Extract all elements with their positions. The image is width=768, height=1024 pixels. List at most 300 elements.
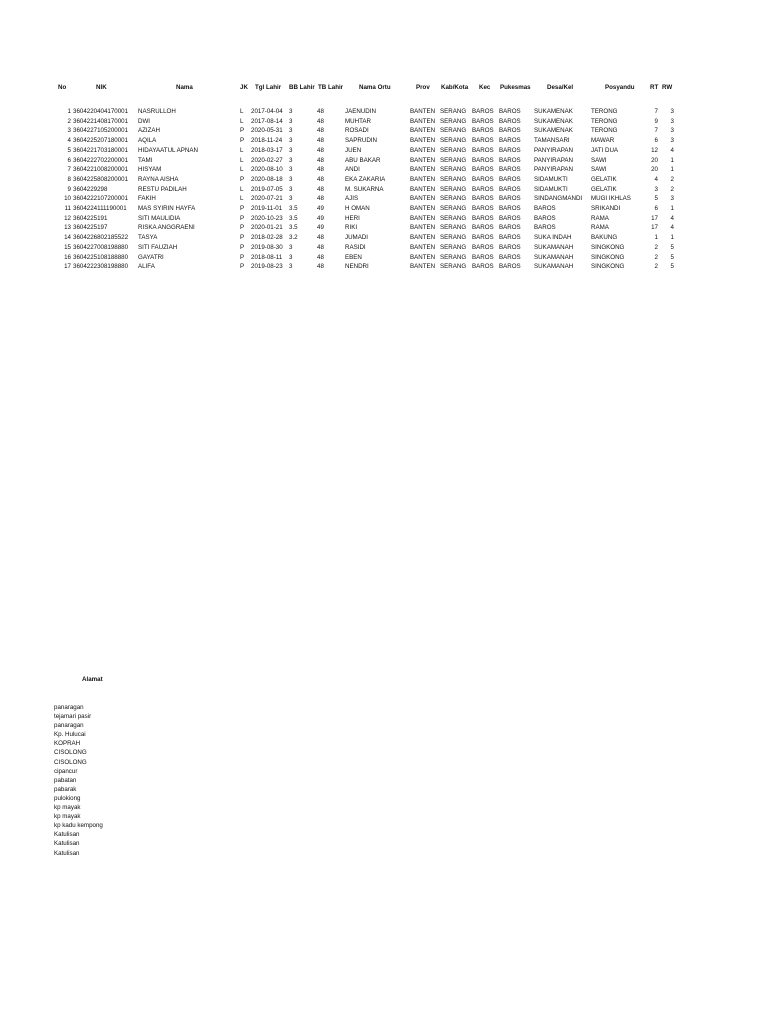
cell-ortu: H OMAN (345, 205, 370, 212)
cell-puk: BAROS (499, 253, 521, 261)
cell-prov: BANTEN (410, 224, 436, 232)
cell-bb: 3 (289, 156, 293, 164)
cell-tgl: 2020-07-21 (251, 195, 283, 203)
cell-pos: SAWI (591, 156, 607, 164)
cell-tb: 49 (317, 205, 324, 212)
cell-prov: BANTEN (410, 137, 436, 145)
cell-prov: BANTEN (410, 166, 436, 174)
cell-bb: 3 (289, 166, 293, 174)
cell-kec: BAROS (472, 243, 494, 251)
cell-bb: 3.5 (289, 214, 298, 222)
cell-kab: SERANG (440, 127, 467, 135)
cell-rw: 4 (670, 214, 674, 222)
cell-no: 3 (67, 127, 71, 135)
cell-no: 5 (67, 146, 71, 154)
alamat-item: kp mayak (54, 813, 81, 821)
cell-nama: MAS SYIRIN HAYFA (138, 205, 196, 212)
cell-bb: 3 (289, 185, 293, 193)
alamat-column-header: Alamat (82, 676, 103, 683)
column-header-kec: Kec (479, 84, 491, 91)
cell-puk: BAROS (499, 108, 521, 115)
cell-ortu: ANDI (345, 166, 360, 174)
cell-nik: 3604225197 (73, 224, 108, 232)
cell-prov: BANTEN (410, 175, 436, 183)
cell-tb: 48 (317, 175, 324, 183)
cell-nik: 3604229298 (73, 185, 108, 193)
cell-pos: BAKUNG (591, 234, 618, 242)
column-header-tb-lahir: TB Lahir (318, 84, 344, 91)
cell-no: 12 (64, 214, 71, 222)
cell-kab: SERANG (440, 224, 467, 232)
cell-desa: TAMANSARI (534, 137, 570, 145)
cell-rt: 17 (651, 214, 658, 222)
cell-bb: 3 (289, 175, 293, 183)
cell-no: 7 (67, 166, 71, 174)
cell-tb: 48 (317, 117, 324, 125)
cell-tgl: 2020-08-18 (251, 175, 283, 183)
cell-desa: SUKAMANAH (534, 243, 574, 251)
cell-nama: AQILA (138, 137, 157, 145)
cell-pos: MAWAR (591, 137, 615, 145)
cell-desa: SUKAMENAK (534, 117, 573, 125)
cell-tgl: 2020-01-21 (251, 224, 283, 232)
cell-prov: BANTEN (410, 263, 436, 271)
cell-prov: BANTEN (410, 185, 436, 193)
cell-rw: 3 (670, 195, 674, 203)
cell-ortu: EBEN (345, 253, 362, 261)
cell-puk: BAROS (499, 195, 521, 203)
cell-prov: BANTEN (410, 156, 436, 164)
alamat-item: panaragan (54, 722, 84, 730)
cell-nik: 3604225191 (73, 214, 108, 222)
cell-tb: 48 (317, 166, 324, 174)
alamat-item: Katulisan (54, 849, 80, 857)
cell-kec: BAROS (472, 146, 494, 154)
cell-tb: 48 (317, 185, 324, 193)
cell-nama: FAKIH (138, 195, 156, 203)
alamat-item: kp mayak (54, 804, 81, 812)
cell-rw: 3 (670, 117, 674, 125)
cell-kab: SERANG (440, 243, 467, 251)
cell-kab: SERANG (440, 234, 467, 242)
cell-nik: 3604225108188880 (73, 253, 129, 261)
cell-nik: 3604220404170001 (73, 108, 129, 115)
cell-kec: BAROS (472, 234, 494, 242)
cell-rw: 1 (670, 166, 674, 174)
cell-nama: TAMI (138, 156, 153, 164)
cell-tgl: 2018-02-28 (251, 234, 283, 242)
column-header-nama: Nama (176, 84, 193, 91)
cell-jk: P (240, 137, 245, 145)
cell-kec: BAROS (472, 185, 494, 193)
cell-prov: BANTEN (410, 205, 436, 212)
cell-kec: BAROS (472, 195, 494, 203)
cell-prov: BANTEN (410, 234, 436, 242)
cell-nama: RAYNA AISHA (138, 175, 179, 183)
cell-rt: 1 (654, 234, 658, 242)
cell-pos: SINGKONG (591, 243, 625, 251)
cell-no: 13 (64, 224, 71, 232)
alamat-item: CISOLONG (54, 749, 87, 757)
cell-tgl: 2019-07-05 (251, 185, 283, 193)
cell-kec: BAROS (472, 137, 494, 145)
cell-nik: 3604222308198880 (73, 263, 129, 271)
cell-no: 4 (67, 137, 71, 145)
cell-rw: 5 (670, 253, 674, 261)
cell-bb: 3 (289, 243, 293, 251)
cell-no: 10 (64, 195, 71, 203)
cell-bb: 3.5 (289, 224, 298, 232)
cell-no: 2 (67, 117, 71, 125)
cell-prov: BANTEN (410, 146, 436, 154)
cell-ortu: ABU BAKAR (345, 156, 381, 164)
cell-ortu: RASIDI (345, 243, 366, 251)
cell-ortu: MUHTAR (345, 117, 372, 125)
cell-kab: SERANG (440, 137, 467, 145)
cell-puk: BAROS (499, 234, 521, 242)
cell-rw: 2 (670, 175, 674, 183)
cell-desa: SINDANGMANDI (534, 195, 583, 203)
cell-bb: 3 (289, 146, 293, 154)
cell-kab: SERANG (440, 175, 467, 183)
cell-tgl: 2019-11-01 (251, 205, 283, 212)
column-header-rw: RW (662, 84, 673, 91)
alamat-item: panaragan (54, 704, 84, 711)
cell-nama: DWI (138, 117, 151, 125)
cell-prov: BANTEN (410, 243, 436, 251)
cell-bb: 3.5 (289, 205, 298, 212)
cell-desa: SUKAMENAK (534, 127, 573, 135)
cell-rt: 6 (654, 205, 658, 212)
cell-prov: BANTEN (410, 214, 436, 222)
cell-kec: BAROS (472, 263, 494, 271)
cell-rw: 4 (670, 146, 674, 154)
cell-puk: BAROS (499, 224, 521, 232)
column-header-kab-kota: Kab/Kota (441, 84, 469, 91)
cell-jk: L (240, 166, 244, 174)
cell-desa: SUKAMANAH (534, 253, 574, 261)
cell-tb: 49 (317, 214, 324, 222)
cell-puk: BAROS (499, 127, 521, 135)
column-header-tgl-lahir: Tgl Lahir (255, 84, 282, 91)
cell-tgl: 2020-02-27 (251, 156, 283, 164)
cell-kec: BAROS (472, 127, 494, 135)
cell-rt: 2 (654, 243, 658, 251)
cell-kab: SERANG (440, 205, 467, 212)
cell-bb: 3 (289, 263, 293, 271)
cell-rt: 2 (654, 253, 658, 261)
cell-jk: P (240, 175, 245, 183)
cell-no: 16 (64, 253, 71, 261)
cell-no: 9 (67, 185, 71, 193)
cell-nik: 3604224111190001 (73, 205, 127, 212)
cell-ortu: JUMADI (345, 234, 369, 242)
cell-kab: SERANG (440, 108, 467, 115)
cell-puk: BAROS (499, 175, 521, 183)
cell-bb: 3 (289, 253, 293, 261)
column-header-pukesmas: Pukesmas (500, 84, 531, 91)
alamat-item: tejamari pasir (54, 713, 92, 721)
cell-puk: BAROS (499, 166, 521, 174)
cell-tb: 48 (317, 195, 324, 203)
alamat-item: CISOLONG (54, 758, 87, 766)
cell-ortu: NENDRI (345, 263, 369, 271)
cell-bb: 3 (289, 127, 293, 135)
cell-kab: SERANG (440, 146, 467, 154)
column-header-bb-lahir: BB Lahir (289, 84, 315, 91)
cell-jk: P (240, 127, 245, 135)
cell-desa: SUKA INDAH (534, 234, 572, 242)
cell-kec: BAROS (472, 156, 494, 164)
cell-rw: 2 (670, 185, 674, 193)
alamat-item: Kp. Hulucai (54, 731, 86, 739)
cell-desa: SIDAMUKTI (534, 175, 568, 183)
cell-ortu: HERI (345, 214, 360, 222)
cell-tgl: 2018-08-11 (251, 253, 283, 261)
cell-desa: SIDAMUKTI (534, 185, 568, 193)
cell-nik: 3604221408170001 (73, 117, 129, 125)
cell-nama: RESTU PADILAH (138, 185, 187, 193)
alamat-item: Katulisan (54, 831, 80, 839)
cell-desa: SUKAMENAK (534, 108, 573, 115)
cell-jk: P (240, 234, 245, 242)
cell-prov: BANTEN (410, 195, 436, 203)
cell-jk: P (240, 205, 245, 212)
cell-kab: SERANG (440, 166, 467, 174)
cell-pos: SRIKANDI (591, 205, 621, 212)
cell-tb: 48 (317, 253, 324, 261)
cell-nama: SITI FAUZIAH (138, 243, 178, 251)
cell-rw: 1 (670, 205, 674, 212)
cell-tgl: 2020-08-10 (251, 166, 283, 174)
cell-prov: BANTEN (410, 127, 436, 135)
alamat-item: KOPRAH (54, 740, 81, 748)
cell-nama: GAYATRI (138, 253, 164, 261)
cell-tgl: 2020-05-31 (251, 127, 283, 135)
cell-rt: 7 (654, 127, 658, 135)
cell-rt: 4 (654, 175, 658, 183)
cell-jk: L (240, 156, 244, 164)
cell-ortu: SAPRUDIN (345, 137, 377, 145)
cell-nik: 3604222702200001 (73, 156, 129, 164)
cell-no: 11 (64, 205, 71, 212)
alamat-item: cipancur (54, 767, 78, 775)
cell-no: 1 (67, 108, 71, 115)
cell-bb: 3 (289, 117, 293, 125)
cell-nama: SITI MAULIDIA (138, 214, 181, 222)
cell-desa: SUKAMANAH (534, 263, 574, 271)
cell-tb: 48 (317, 243, 324, 251)
cell-ortu: M. SUKARNA (345, 185, 384, 193)
column-header-desa-kel: Desa/Kel (547, 84, 574, 91)
cell-kec: BAROS (472, 175, 494, 183)
cell-nik: 3604221008200001 (73, 166, 129, 174)
alamat-item: pabatan (54, 776, 77, 784)
cell-tgl: 2018-11-24 (251, 137, 283, 145)
cell-puk: BAROS (499, 146, 521, 154)
cell-bb: 3 (289, 137, 293, 145)
cell-desa: BAROS (534, 214, 556, 222)
cell-pos: SINGKONG (591, 263, 625, 271)
cell-nama: HISYAM (138, 166, 162, 174)
alamat-item: Katulisan (54, 840, 80, 848)
alamat-item: pabarak (54, 785, 77, 793)
cell-tb: 48 (317, 146, 324, 154)
cell-nik: 3604225207180001 (73, 137, 129, 145)
column-header-rt: RT (650, 84, 659, 91)
cell-rw: 3 (670, 137, 674, 145)
cell-rt: 12 (651, 146, 658, 154)
cell-ortu: EKA ZAKARIA (345, 175, 386, 183)
column-header-jk: JK (240, 84, 248, 91)
cell-nama: TASYA (138, 234, 158, 242)
cell-pos: MUGI IKHLAS (591, 195, 631, 203)
cell-rw: 5 (670, 243, 674, 251)
column-header-prov: Prov (416, 84, 430, 91)
cell-nama: NASRULLOH (138, 108, 176, 115)
cell-kab: SERANG (440, 263, 467, 271)
cell-bb: 3.2 (289, 234, 298, 242)
cell-puk: BAROS (499, 243, 521, 251)
cell-rt: 20 (651, 156, 658, 164)
cell-rw: 1 (670, 234, 674, 242)
alamat-list (54, 703, 103, 858)
cell-puk: BAROS (499, 185, 521, 193)
cell-puk: BAROS (499, 137, 521, 145)
column-header-posyandu: Posyandu (605, 84, 635, 91)
cell-ortu: RIKI (345, 224, 358, 232)
cell-tb: 48 (317, 234, 324, 242)
cell-rt: 20 (651, 166, 658, 174)
cell-jk: L (240, 108, 244, 115)
cell-no: 14 (64, 234, 71, 242)
cell-ortu: JAENUDIN (345, 108, 376, 115)
cell-tgl: 2017-08-14 (251, 117, 283, 125)
cell-ortu: ROSADI (345, 127, 369, 135)
cell-nik: 3604226802185522 (73, 234, 129, 242)
cell-pos: RAMA (591, 214, 609, 222)
cell-nama: RISKA ANGGRAENI (138, 224, 195, 232)
column-header-no: No (58, 84, 67, 91)
alamat-item: pulokiong (54, 794, 81, 802)
cell-ortu: JUEN (345, 146, 362, 154)
cell-kec: BAROS (472, 214, 494, 222)
cell-kab: SERANG (440, 117, 467, 125)
cell-nik: 3604227105200001 (73, 127, 129, 135)
cell-puk: BAROS (499, 205, 521, 212)
cell-rt: 5 (654, 195, 658, 203)
cell-tgl: 2018-03-17 (251, 146, 283, 154)
cell-jk: P (240, 224, 245, 232)
cell-desa: PANYIRAPAN (534, 156, 573, 164)
cell-nik: 3604221703180001 (73, 146, 129, 154)
cell-pos: RAMA (591, 224, 609, 232)
cell-jk: P (240, 243, 245, 251)
cell-rw: 5 (670, 263, 674, 271)
cell-puk: BAROS (499, 117, 521, 125)
cell-tb: 48 (317, 263, 324, 271)
cell-tgl: 2019-08-23 (251, 263, 283, 271)
cell-kec: BAROS (472, 205, 494, 212)
cell-puk: BAROS (499, 263, 521, 271)
cell-rt: 6 (654, 137, 658, 145)
cell-bb: 3 (289, 195, 293, 203)
cell-tb: 48 (317, 127, 324, 135)
cell-pos: JATI DUA (591, 146, 619, 154)
cell-rw: 1 (670, 156, 674, 164)
cell-tb: 48 (317, 108, 324, 115)
cell-jk: L (240, 195, 244, 203)
cell-pos: SAWI (591, 166, 607, 174)
cell-kab: SERANG (440, 156, 467, 164)
cell-pos: GELATIK (591, 185, 617, 193)
column-header-nik: NIK (96, 84, 107, 91)
cell-pos: SINGKONG (591, 253, 625, 261)
cell-no: 6 (67, 156, 71, 164)
cell-tgl: 2019-08-30 (251, 243, 283, 251)
cell-rw: 3 (670, 108, 674, 115)
cell-puk: BAROS (499, 214, 521, 222)
cell-ortu: AJIS (345, 195, 359, 203)
column-header-nama-ortu: Nama Ortu (359, 84, 391, 91)
cell-rw: 4 (670, 224, 674, 232)
cell-rt: 17 (651, 224, 658, 232)
cell-jk: P (240, 253, 245, 261)
cell-pos: TERONG (591, 108, 618, 115)
cell-kab: SERANG (440, 195, 467, 203)
cell-kab: SERANG (440, 185, 467, 193)
cell-jk: P (240, 263, 245, 271)
cell-prov: BANTEN (410, 117, 436, 125)
cell-nama: AZIZAH (138, 127, 161, 135)
cell-jk: L (240, 117, 244, 125)
cell-pos: TERONG (591, 117, 618, 125)
cell-desa: PANYIRAPAN (534, 146, 573, 154)
cell-jk: L (240, 185, 244, 193)
cell-kec: BAROS (472, 166, 494, 174)
cell-rt: 9 (654, 117, 658, 125)
cell-desa: PANYIRAPAN (534, 166, 573, 174)
cell-kec: BAROS (472, 224, 494, 232)
cell-tb: 48 (317, 137, 324, 145)
cell-tgl: 2017-04-04 (251, 108, 283, 115)
cell-rw: 3 (670, 127, 674, 135)
cell-tb: 49 (317, 224, 324, 232)
cell-jk: L (240, 146, 244, 154)
cell-puk: BAROS (499, 156, 521, 164)
cell-kab: SERANG (440, 214, 467, 222)
cell-tgl: 2020-10-23 (251, 214, 283, 222)
cell-tb: 48 (317, 156, 324, 164)
cell-desa: BAROS (534, 205, 556, 212)
cell-no: 8 (67, 175, 71, 183)
cell-kec: BAROS (472, 117, 494, 125)
cell-bb: 3 (289, 108, 293, 115)
cell-pos: TERONG (591, 127, 618, 135)
cell-pos: GELATIK (591, 175, 617, 183)
cell-jk: P (240, 214, 245, 222)
cell-nik: 3604227008198880 (73, 243, 129, 251)
cell-nik: 3604225808200001 (73, 175, 129, 183)
alamat-item: kp kadu kempong (54, 822, 103, 830)
cell-rt: 7 (654, 108, 658, 115)
cell-prov: BANTEN (410, 108, 436, 115)
cell-rt: 2 (654, 263, 658, 271)
cell-nik: 3604222107200001 (73, 195, 129, 203)
cell-rt: 3 (654, 185, 658, 193)
cell-kec: BAROS (472, 253, 494, 261)
cell-desa: BAROS (534, 224, 556, 232)
